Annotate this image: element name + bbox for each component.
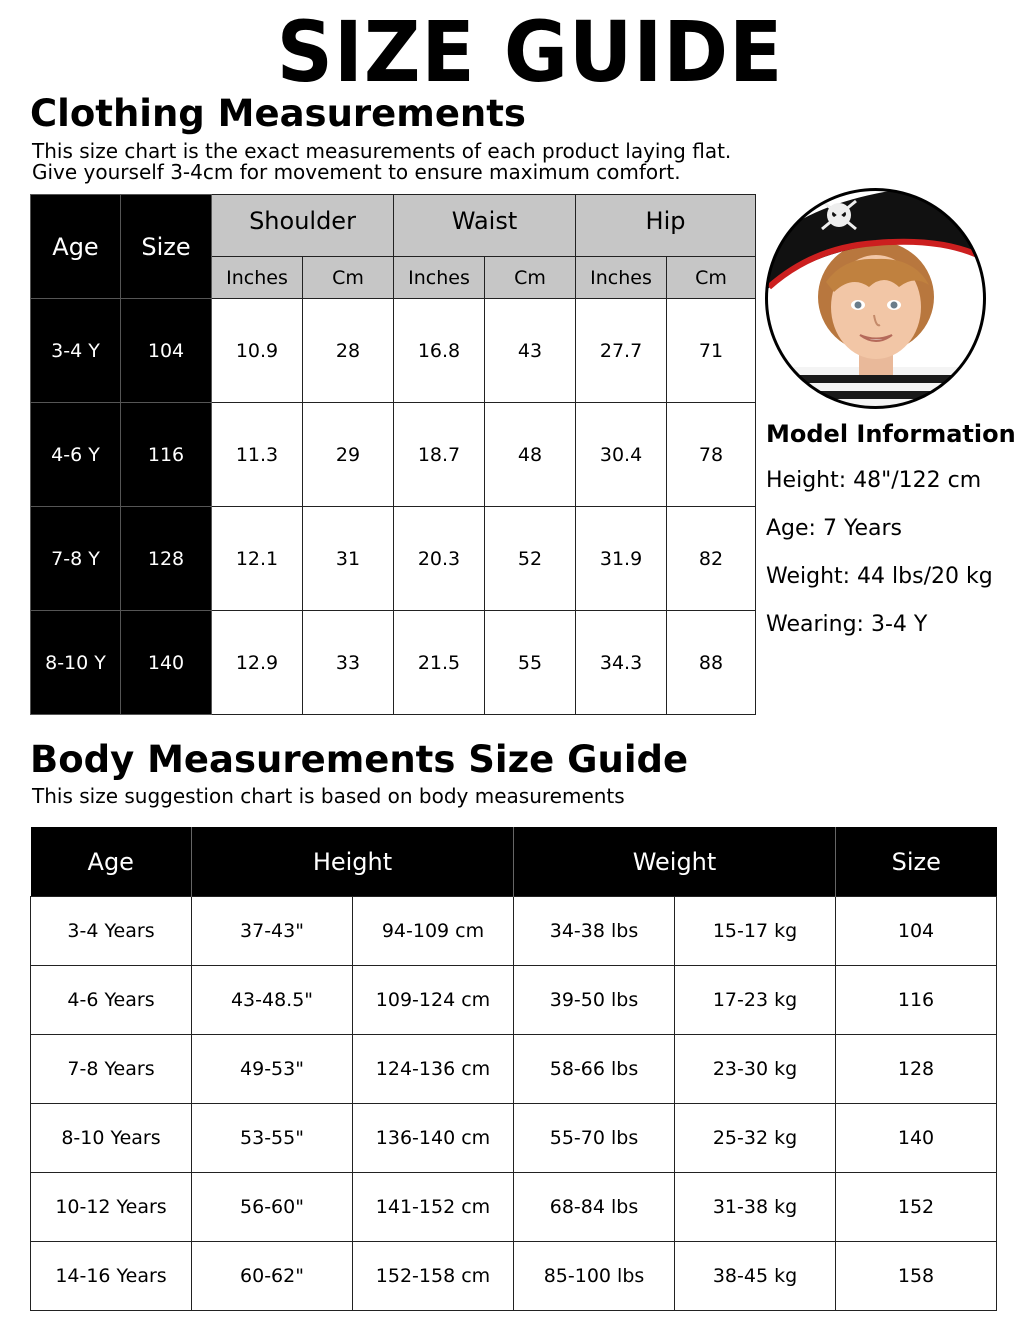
table-row <box>31 1104 997 1173</box>
table-cell: 60-62" <box>192 1242 353 1311</box>
header-weight: Weight <box>514 827 836 897</box>
table-cell: 10.9 <box>212 299 303 403</box>
table-row <box>31 611 756 715</box>
header-age: Age <box>31 195 121 299</box>
table-cell: 71 <box>667 299 756 403</box>
table-cell: 128 <box>836 1035 997 1104</box>
table-cell: 7-8 Years <box>31 1035 192 1104</box>
model-photo <box>764 187 987 410</box>
table-cell: 52 <box>485 507 576 611</box>
table-cell: 140 <box>836 1104 997 1173</box>
header-shoulder: Shoulder <box>212 195 394 257</box>
table-cell: 12.9 <box>212 611 303 715</box>
table-cell: 68-84 lbs <box>514 1173 675 1242</box>
header-unit: Cm <box>667 257 756 299</box>
table-cell: 31-38 kg <box>675 1173 836 1242</box>
table-cell: 4-6 Years <box>31 966 192 1035</box>
table-cell: 38-45 kg <box>675 1242 836 1311</box>
table-cell: 33 <box>303 611 394 715</box>
model-info-heading: Model Information <box>766 420 1016 448</box>
size-cell: 128 <box>121 507 212 611</box>
table-cell: 29 <box>303 403 394 507</box>
header-unit: Inches <box>576 257 667 299</box>
model-wearing: Wearing: 3-4 Y <box>766 612 928 637</box>
table-cell: 18.7 <box>394 403 485 507</box>
table-cell: 124-136 cm <box>353 1035 514 1104</box>
table-row <box>31 1242 997 1311</box>
header-size: Size <box>121 195 212 299</box>
table-cell: 31 <box>303 507 394 611</box>
model-height: Height: 48"/122 cm <box>766 468 982 493</box>
table-cell: 88 <box>667 611 756 715</box>
table-cell: 39-50 lbs <box>514 966 675 1035</box>
clothing-heading: Clothing Measurements <box>30 92 526 135</box>
table-row <box>31 1035 997 1104</box>
model-weight: Weight: 44 lbs/20 kg <box>766 564 993 589</box>
table-cell: 94-109 cm <box>353 897 514 966</box>
size-cell: 104 <box>121 299 212 403</box>
table-cell: 53-55" <box>192 1104 353 1173</box>
body-size-table <box>30 827 997 1311</box>
table-cell: 55 <box>485 611 576 715</box>
table-row <box>31 507 756 611</box>
header-height: Height <box>192 827 514 897</box>
table-cell: 56-60" <box>192 1173 353 1242</box>
table-cell: 152-158 cm <box>353 1242 514 1311</box>
table-cell: 25-32 kg <box>675 1104 836 1173</box>
header-hip: Hip <box>576 195 756 257</box>
table-cell: 43-48.5" <box>192 966 353 1035</box>
age-cell: 8-10 Y <box>31 611 121 715</box>
table-cell: 11.3 <box>212 403 303 507</box>
age-cell: 4-6 Y <box>31 403 121 507</box>
table-cell: 158 <box>836 1242 997 1311</box>
table-cell: 43 <box>485 299 576 403</box>
table-row <box>31 1173 997 1242</box>
clothing-subtitle-1: This size chart is the exact measurements of each product laying flat. <box>32 139 732 163</box>
table-cell: 49-53" <box>192 1035 353 1104</box>
table-cell: 15-17 kg <box>675 897 836 966</box>
page-title: SIZE GUIDE <box>276 3 784 101</box>
table-cell: 31.9 <box>576 507 667 611</box>
header-unit: Cm <box>303 257 394 299</box>
table-cell: 12.1 <box>212 507 303 611</box>
table-cell: 23-30 kg <box>675 1035 836 1104</box>
age-cell: 7-8 Y <box>31 507 121 611</box>
body-subtitle: This size suggestion chart is based on body measurements <box>32 784 625 808</box>
table-cell: 104 <box>836 897 997 966</box>
table-cell: 3-4 Years <box>31 897 192 966</box>
header-size: Size <box>836 827 997 897</box>
clothing-size-table <box>30 194 756 715</box>
size-cell: 140 <box>121 611 212 715</box>
table-cell: 82 <box>667 507 756 611</box>
table-cell: 58-66 lbs <box>514 1035 675 1104</box>
table-cell: 34.3 <box>576 611 667 715</box>
table-cell: 17-23 kg <box>675 966 836 1035</box>
table-cell: 34-38 lbs <box>514 897 675 966</box>
table-row <box>31 299 756 403</box>
table-cell: 116 <box>836 966 997 1035</box>
table-cell: 8-10 Years <box>31 1104 192 1173</box>
table-row <box>31 966 997 1035</box>
table-cell: 109-124 cm <box>353 966 514 1035</box>
table-row <box>31 403 756 507</box>
table-cell: 136-140 cm <box>353 1104 514 1173</box>
table-cell: 16.8 <box>394 299 485 403</box>
header-unit: Inches <box>394 257 485 299</box>
size-cell: 116 <box>121 403 212 507</box>
table-cell: 10-12 Years <box>31 1173 192 1242</box>
table-cell: 28 <box>303 299 394 403</box>
table-cell: 30.4 <box>576 403 667 507</box>
table-cell: 152 <box>836 1173 997 1242</box>
table-row <box>31 897 997 966</box>
table-cell: 85-100 lbs <box>514 1242 675 1311</box>
table-cell: 48 <box>485 403 576 507</box>
table-cell: 27.7 <box>576 299 667 403</box>
header-age: Age <box>31 827 192 897</box>
body-heading: Body Measurements Size Guide <box>30 738 689 781</box>
header-unit: Cm <box>485 257 576 299</box>
table-cell: 21.5 <box>394 611 485 715</box>
header-waist: Waist <box>394 195 576 257</box>
clothing-subtitle-2: Give yourself 3-4cm for movement to ensure maximum comfort. <box>32 160 681 184</box>
table-cell: 78 <box>667 403 756 507</box>
model-age: Age: 7 Years <box>766 516 902 541</box>
table-cell: 141-152 cm <box>353 1173 514 1242</box>
table-cell: 20.3 <box>394 507 485 611</box>
age-cell: 3-4 Y <box>31 299 121 403</box>
table-cell: 55-70 lbs <box>514 1104 675 1173</box>
table-cell: 37-43" <box>192 897 353 966</box>
table-cell: 14-16 Years <box>31 1242 192 1311</box>
header-unit: Inches <box>212 257 303 299</box>
